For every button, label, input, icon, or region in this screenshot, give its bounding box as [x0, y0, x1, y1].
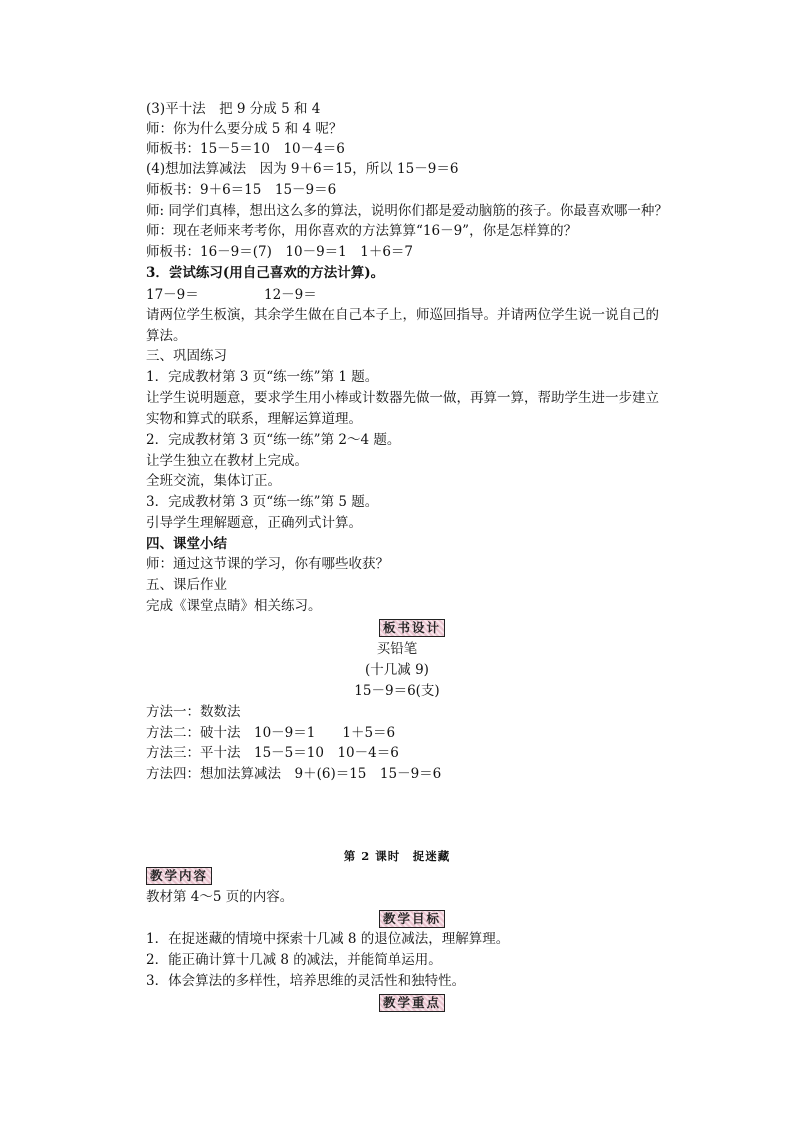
method-line: 方法三：平十法 15－5＝10 10－4＝6	[146, 745, 399, 761]
method-line: 方法四：想加法算减法 9＋(6)＝15 15－9＝6	[146, 766, 442, 782]
teaching-content-label: 教学内容	[146, 867, 212, 885]
section-heading: 五、课后作业	[146, 577, 227, 593]
exercise-question: 12－9＝	[264, 287, 317, 303]
board-title: 买铅笔	[376, 641, 418, 657]
method-line: 方法一：数数法	[146, 704, 241, 720]
try-practice-heading: 3．尝试练习(用自己喜欢的方法计算)。	[146, 265, 385, 281]
teaching-key-label: 教学重点	[379, 994, 445, 1012]
text-line: 师：通过这节课的学习，你有哪些收获？	[146, 556, 389, 572]
text-line: 师：现在老师来考考你，用你喜欢的方法算算“16－9”，你是怎样算的？	[146, 223, 578, 239]
text-line: 师板书：16－9＝(7) 10－9＝1 1＋6＝7	[146, 244, 414, 260]
text-line: 完成《课堂点睛》相关练习。	[146, 598, 322, 614]
list-item: 3．完成教材第 3 页“练一练”第 5 题。	[146, 494, 379, 510]
text-line: 请两位学生板演，其余学生做在自己本子上，师巡回指导。并请两位学生说一说自己的	[146, 307, 659, 323]
goal-item: 2．能正确计算十几减 8 的减法，并能简单运用。	[146, 952, 442, 968]
text-line: 引导学生理解题意，正确列式计算。	[146, 515, 362, 531]
text-line: 算法。	[146, 328, 187, 344]
exercise-question: 17－9＝	[146, 287, 199, 303]
board-subtitle: (十几减 9)	[365, 662, 429, 678]
text-line: 实物和算式的联系，理解运算道理。	[146, 411, 362, 427]
text-line: 让学生说明题意，要求学生用小棒或计数器先做一做，再算一算，帮助学生进一步建立	[146, 390, 659, 406]
text-line: 师板书：9＋6＝15 15－9＝6	[146, 182, 337, 198]
text-line: 让学生独立在教材上完成。	[146, 453, 308, 469]
goal-item: 1．在捉迷藏的情境中探索十几减 8 的退位减法，理解算理。	[146, 931, 510, 947]
teaching-goals-label: 教学目标	[379, 910, 445, 928]
list-item: 1．完成教材第 3 页“练一练”第 1 题。	[146, 369, 379, 385]
text-line: 师板书：15－5＝10 10－4＝6	[146, 141, 345, 157]
text-line: 师: 同学们真棒，想出这么多的算法，说明你们都是爱动脑筋的孩子。你最喜欢哪一种？	[146, 203, 668, 219]
section-heading: 三、巩固练习	[146, 348, 227, 364]
text-line: (4)想加法算减法 因为 9＋6＝15，所以 15－9＝6	[146, 161, 459, 177]
text-line: 全班交流，集体订正。	[146, 473, 281, 489]
text-line: (3)平十法 把 9 分成 5 和 4	[146, 101, 321, 117]
board-equation: 15－9＝6(支)	[354, 683, 440, 699]
goal-item: 3．体会算法的多样性，培养思维的灵活性和独特性。	[146, 973, 466, 989]
board-design-label: 板书设计	[379, 619, 445, 637]
text-line: 师：你为什么要分成 5 和 4 呢？	[146, 121, 343, 137]
lesson-title: 第 2 课时 捉迷藏	[343, 849, 451, 863]
list-item: 2．完成教材第 3 页“练一练”第 2～4 题。	[146, 432, 401, 448]
section-heading: 四、课堂小结	[146, 536, 227, 552]
text-line: 教材第 4～5 页的内容。	[146, 889, 294, 905]
method-line: 方法二：破十法 10－9＝1 1＋5＝6	[146, 725, 396, 741]
